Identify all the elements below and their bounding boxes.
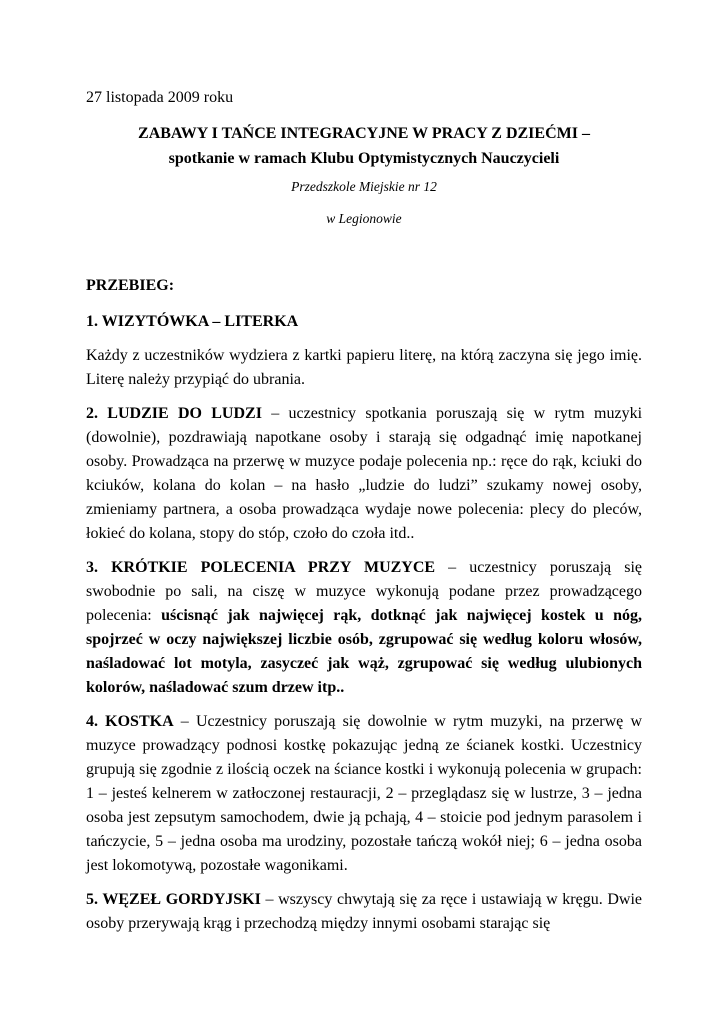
item-heading-3: 3. KRÓTKIE POLECENIA PRZY MUZYCE [86,559,436,576]
document-date: 27 listopada 2009 roku [86,89,234,106]
item-paragraph-2 [86,402,642,546]
item-text-2: – uczestnicy spotkania poruszają się w rytm muzyki (dowolnie), pozdrawiają napotkane osoby i starają się odgadnąć imię napotkanej osoby. Prowadząca na przerwę w muzyce podaje polecenia np.: ręce do rąk, kciuki do kciuków, kolana do kolan – na hasło „ludzie do ludzi” szukamy nowej osoby, zmieniamy partnera, a osoba prowadząca wydaje nowe polecenia: plecy do pleców, łokieć do kolana, stopy do stóp, czoło do czoła itd.. [86,405,643,542]
item-text-1: Każdy z uczestników wydziera z kartki papieru literę, na którą zaczyna się jego imię. Literę należy przypiąć do ubrania. [86,347,642,388]
item-paragraph-5 [86,888,642,936]
document-title [86,121,642,171]
item-text-5: – wszyscy chwytają się za ręce i ustawiają w kręgu. Dwie osoby przerywają krąg i przechodzą między innymi osobami starając się [86,891,643,932]
place-line-2: w Legionowie [326,211,402,226]
document-body [86,310,642,946]
item-text-4: – Uczestnicy poruszają się dowolnie w rytm muzyki, na przerwę w muzyce prowadzący podnosi kostkę pokazując jedną ze ścianek kostki. Uczestnicy grupują się zgodnie z ilością oczek na ściance kostki i wykonują polecenia w grupach: 1 – jesteś kelnerem w zatłoczonej restauracji, 2 – przeglądasz się w lustrze, 3 – jedna osoba jest zepsutym samochodem, dwie ją pchają, 4 – stoicie pod jednym parasolem i tańczycie, 5 – jedna osoba ma urodziny, pozostałe tańczą wokół niej; 6 – jedna osoba jest lokomotywą, pozostałe wagonikami. [86,713,642,874]
item-text-3: – uczestnicy poruszają się swobodnie po sali, na ciszę w muzyce wykonują podane przez prowadzącego polecenia: [86,559,642,624]
item-heading-2: 2. LUDZIE DO LUDZI [86,405,262,422]
item-heading-1: 1. WIZYTÓWKA – LITERKA [86,313,299,330]
item-heading-4: 4. KOSTKA [86,713,174,730]
item-bold-text-3: uścisnąć jak najwięcej rąk, dotknąć jak najwięcej kostek u nóg, spojrzeć w oczy największej liczbie osób, zgrupować się według koloru włosów, naśladować lot motyla, zasyczeć jak wąż, zgrupować się według ulubionych kolorów, naśladować szum drzew itp.. [86,607,642,696]
title-line-1: ZABAWY I TAŃCE INTEGRACYJNE W PRACY Z DZIEĆMI – [138,125,590,142]
item-heading-5: 5. WĘZEŁ GORDYJSKI [86,891,261,908]
title-line-2: spotkanie w ramach Klubu Optymistycznych Nauczycieli [168,150,560,167]
item-paragraph-4 [86,710,642,878]
item-paragraph-3 [86,556,642,700]
place-line-1: Przedszkole Miejskie nr 12 [291,179,437,194]
section-heading: PRZEBIEG: [86,277,175,294]
